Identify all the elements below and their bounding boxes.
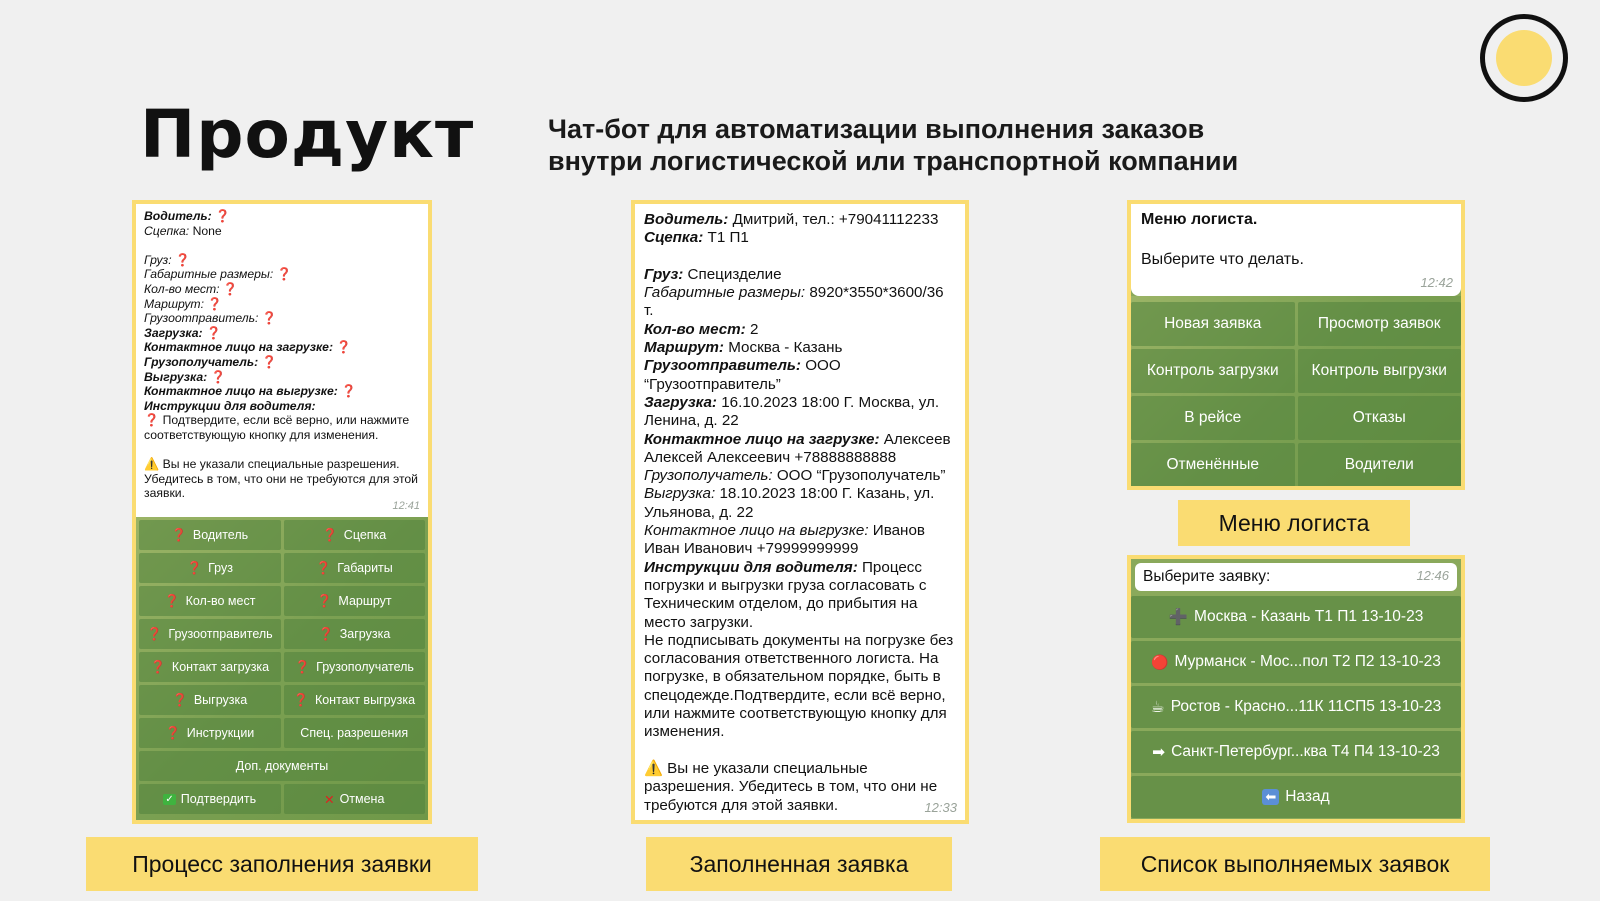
arrow-right-icon: ➡ — [1152, 743, 1166, 761]
btn-view-orders[interactable]: Просмотр заявок — [1298, 302, 1462, 346]
label-loading: Загрузка: — [644, 393, 717, 411]
order-text: Москва - Казань Т1 П1 13-10-23 — [1193, 608, 1424, 625]
question-icon: ❓ — [186, 560, 203, 575]
inline-keyboard — [1131, 591, 1461, 818]
btn-load-control[interactable]: Контроль загрузки — [1131, 349, 1295, 393]
value-instructions-2: Не подписывать документы на погрузке без согласования ответственного логиста. На погрузке, в обязательном порядке, быть в спецодежде.Подтвердите, если всё верно, или нажмите соответствующую кнопку для изменения. — [644, 631, 954, 741]
btn-label: Маршрут — [338, 594, 392, 608]
field-cargo: Груз: — [144, 252, 172, 267]
message-time: 12:42 — [1420, 275, 1453, 290]
field-route: Маршрут: — [144, 296, 204, 311]
question-icon: ❓ — [261, 354, 277, 369]
question-icon: ❓ — [165, 725, 181, 740]
inline-keyboard — [136, 517, 428, 820]
question-icon: ❓ — [341, 384, 357, 399]
btn-unloading[interactable] — [139, 685, 281, 715]
btn-label: Доп. документы — [235, 759, 329, 773]
label-driver: Водитель: — [644, 211, 729, 228]
order-row[interactable] — [1131, 596, 1461, 638]
question-icon: ❓ — [150, 659, 166, 674]
btn-hitch[interactable] — [284, 520, 426, 550]
field-instructions: Инструкции для водителя: — [144, 398, 316, 413]
btn-route[interactable] — [284, 586, 426, 616]
label-hitch: Сцепка: — [644, 229, 704, 247]
btn-label: Подтвердить — [180, 792, 257, 806]
bot-message — [635, 204, 965, 820]
label-instructions: Инструкции для водителя: — [644, 558, 858, 576]
caption-order-filling: Процесс заполнения заявки — [86, 837, 478, 891]
label-cargo: Груз: — [644, 265, 684, 283]
field-loading: Загрузка: — [144, 325, 203, 340]
message-time: 12:33 — [924, 799, 957, 815]
label-shipper: Грузоотправитель: — [644, 357, 801, 375]
btn-dimensions[interactable] — [284, 553, 426, 583]
field-loading-contact: Контактное лицо на загрузке: — [144, 340, 334, 355]
question-icon: ❓ — [210, 369, 226, 384]
btn-label: Выгрузка — [193, 693, 248, 707]
btn-extra-docs[interactable] — [139, 751, 425, 781]
btn-label: Назад — [1285, 788, 1330, 805]
btn-label: Спец. разрешения — [300, 726, 409, 740]
btn-consignee[interactable] — [284, 652, 426, 682]
message-time: 12:41 — [392, 500, 420, 513]
caption-filled-order: Заполненная заявка — [646, 837, 952, 891]
warning-text: Вы не указали специальные разрешения. Убедитесь в том, что они не требуются для этой заявки. — [644, 759, 938, 814]
order-text: Мурманск - Мос...пол Т2 П2 13-10-23 — [1174, 653, 1441, 670]
btn-cancel[interactable] — [284, 784, 426, 814]
menu-prompt: Выберите что делать. — [1141, 251, 1304, 268]
red-circle-icon: 🔴 — [1151, 653, 1169, 670]
btn-on-trip[interactable]: В рейсе — [1131, 396, 1295, 440]
field-driver: Водитель: — [144, 209, 212, 223]
btn-unloading-contact[interactable] — [284, 685, 426, 715]
orders-prompt: Выберите заявку: — [1143, 568, 1271, 585]
question-icon: ❓ — [171, 527, 187, 542]
question-icon: ❓ — [172, 692, 188, 707]
btn-label: Грузоотправитель — [168, 627, 273, 641]
btn-back[interactable] — [1131, 776, 1461, 818]
question-icon: ❓ — [144, 413, 160, 428]
btn-cancelled[interactable]: Отменённые — [1131, 443, 1295, 487]
page-title: Продукт — [140, 96, 475, 173]
btn-places[interactable] — [139, 586, 281, 616]
value-loading: 16.10.2023 18:00 Г. Москва, ул. Ленина, д. 22 — [644, 393, 940, 430]
btn-unload-control[interactable]: Контроль выгрузки — [1298, 349, 1462, 393]
question-icon: ❓ — [316, 593, 333, 608]
warning-icon: ⚠️ — [644, 759, 663, 777]
cross-icon: ✕ — [324, 792, 335, 807]
value-dimensions: 8920*3550*3600/36 т. — [644, 284, 944, 320]
question-icon: ❓ — [222, 281, 239, 296]
inline-keyboard — [1131, 296, 1461, 490]
btn-label: Загрузка — [339, 627, 391, 641]
value-instructions: Процесс погрузки и выгрузки груза согласовать с Техническим отделом, до прибытия на место загрузки. — [644, 558, 927, 631]
check-icon: ✓ — [165, 793, 174, 805]
field-unloading-contact: Контактное лицо на выгрузке: — [144, 384, 338, 399]
menu-title: Меню логиста. — [1141, 211, 1258, 228]
value-driver: Дмитрий, тел.: +79041112233 — [732, 211, 939, 228]
value-unloading-contact: Иванов Иван Иванович +79999999999 — [644, 522, 925, 558]
logo — [1480, 14, 1568, 102]
btn-label: Инструкции — [186, 726, 255, 740]
question-icon: ❓ — [322, 527, 338, 542]
question-icon: ❓ — [261, 311, 277, 326]
order-row[interactable] — [1131, 731, 1461, 773]
question-icon: ❓ — [293, 692, 309, 707]
btn-driver[interactable] — [139, 520, 281, 550]
btn-label: Водитель — [192, 528, 249, 542]
btn-cargo[interactable] — [139, 553, 281, 583]
btn-label: Грузополучатель — [316, 660, 414, 674]
warning-text: Вы не указали специальные разрешения. Убедитесь в том, что они не требуются для этой заявки. — [144, 457, 418, 501]
bot-message — [1135, 563, 1457, 591]
value-loading-contact: Алексеев Алексей Алексеевич +78888888888 — [644, 430, 951, 466]
plus-icon: ➕ — [1168, 608, 1188, 626]
label-dimensions: Габаритные размеры: — [644, 284, 806, 302]
logo-dot — [1496, 30, 1552, 86]
btn-label: Контакт загрузка — [171, 660, 270, 674]
btn-drivers[interactable]: Водители — [1298, 443, 1462, 487]
btn-label: Груз — [208, 561, 233, 575]
btn-loading-contact[interactable] — [139, 652, 281, 682]
subtitle-line-1: Чат-бот для автоматизации выполнения заказов — [548, 114, 1205, 144]
order-row[interactable] — [1131, 641, 1461, 683]
btn-confirm[interactable] — [139, 784, 281, 814]
label-consignee: Грузополучатель: — [644, 467, 773, 485]
label-loading-contact: Контактное лицо на загрузке: — [644, 430, 880, 448]
order-row[interactable] — [1131, 686, 1461, 728]
field-consignee: Грузополучатель: — [144, 354, 259, 369]
question-icon: ❓ — [276, 267, 292, 282]
btn-permits[interactable] — [284, 718, 426, 748]
subtitle-line-2: внутри логистической или транспортной компании — [548, 146, 1239, 176]
btn-label: Габариты — [337, 561, 393, 575]
btn-label: Отмена — [339, 792, 385, 806]
phone-order-filling — [132, 200, 432, 824]
caption-orders-list: Список выполняемых заявок — [1100, 837, 1490, 891]
question-icon: ❓ — [175, 252, 191, 267]
phone-logist-menu — [1127, 200, 1465, 490]
question-icon: ❓ — [146, 626, 163, 641]
bot-message — [136, 204, 428, 517]
btn-instructions[interactable] — [139, 718, 281, 748]
warning-icon: ⚠️ — [144, 457, 160, 472]
field-unloading: Выгрузка: — [144, 369, 208, 384]
question-icon: ❓ — [336, 340, 352, 355]
value-places: 2 — [749, 320, 759, 338]
question-icon: ❓ — [205, 325, 222, 340]
value-shipper: ООО “Грузоотправитель” — [644, 357, 841, 393]
bot-message — [1131, 204, 1461, 296]
phone-filled-order — [631, 200, 969, 824]
question-icon: ❓ — [164, 593, 180, 608]
btn-label: Контакт выгрузка — [314, 693, 416, 707]
btn-label: Кол-во мест — [185, 594, 256, 608]
btn-refusals[interactable]: Отказы — [1298, 396, 1462, 440]
back-arrow-icon: ⬅ — [1262, 789, 1279, 805]
caption-logist-menu: Меню логиста — [1178, 500, 1410, 546]
value-hitch: Т1 П1 — [707, 229, 749, 247]
question-icon: ❓ — [315, 560, 332, 575]
btn-shipper[interactable] — [139, 619, 281, 649]
coffee-icon: ☕ — [1150, 698, 1165, 716]
order-text: Ростов - Красно...11К 11СП5 13-10-23 — [1170, 698, 1442, 715]
question-icon: ❓ — [294, 659, 311, 674]
value-cargo: Специзделие — [687, 265, 782, 283]
field-dimensions: Габаритные размеры: — [144, 267, 274, 282]
field-hitch: Сцепка: — [144, 223, 190, 238]
value-route: Москва - Казань — [728, 339, 843, 357]
question-icon: ❓ — [318, 626, 334, 641]
value-consignee: ООО “Грузополучатель” — [776, 467, 946, 485]
order-text: Санкт-Петербург...ква Т4 П4 13-10-23 — [1171, 743, 1440, 760]
value-unloading: 18.10.2023 18:00 Г. Казань, ул. Ульянова, д. 22 — [644, 485, 935, 521]
phone-orders-list — [1127, 555, 1465, 823]
label-unloading: Выгрузка: — [644, 485, 716, 503]
field-places: Кол-во мест: — [144, 281, 220, 296]
btn-label: Сцепка — [343, 528, 387, 542]
message-time: 12:46 — [1416, 568, 1449, 583]
label-route: Маршрут: — [644, 339, 724, 357]
question-icon: ❓ — [215, 209, 231, 223]
question-icon: ❓ — [207, 296, 223, 311]
field-shipper: Грузоотправитель: — [144, 311, 259, 326]
label-places: Кол-во мест: — [644, 320, 746, 338]
label-unloading-contact: Контактное лицо на выгрузке: — [644, 522, 869, 540]
field-hitch-value: None — [192, 223, 222, 238]
page-subtitle — [548, 113, 1238, 177]
confirm-prompt: Подтвердите, если всё верно, или нажмите соответствующую кнопку для изменения. — [144, 413, 410, 442]
btn-new-order[interactable]: Новая заявка — [1131, 302, 1295, 346]
btn-loading[interactable] — [284, 619, 426, 649]
